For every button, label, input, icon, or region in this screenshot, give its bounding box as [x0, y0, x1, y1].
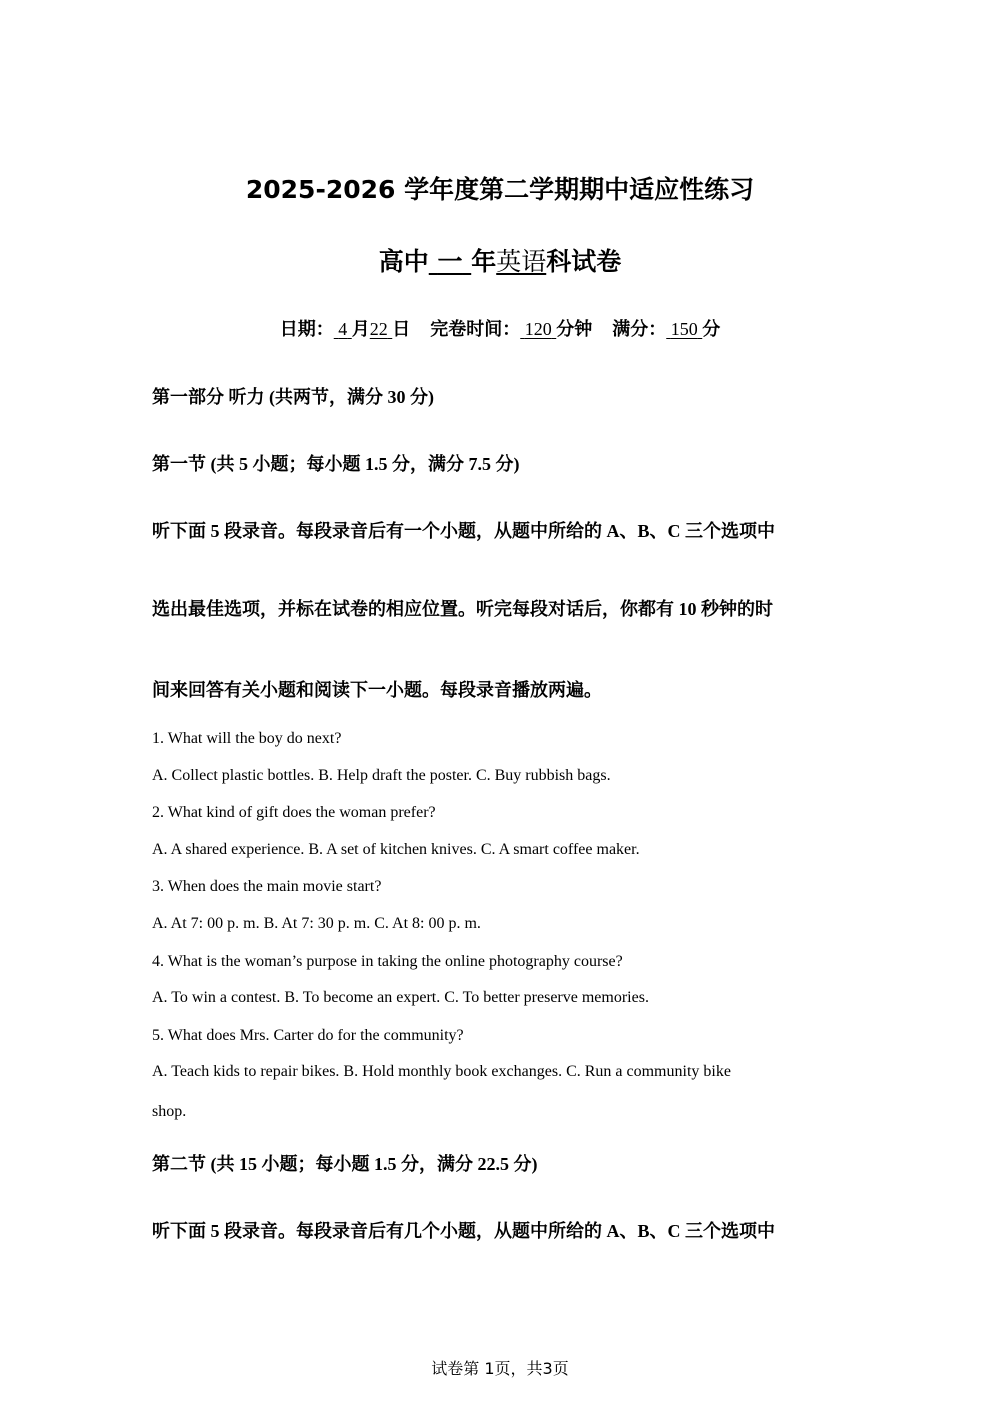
month-field: 4 — [338, 319, 348, 339]
page-footer: 试卷第 1页，共3页 — [431, 1359, 569, 1378]
day-field: 22 — [369, 319, 388, 339]
question-2-options: A. A shared experience. B. A set of kitchen knives. C. A smart coffee maker. — [152, 841, 640, 858]
day-unit: 日 — [392, 319, 411, 340]
subject-field: 英语 — [496, 247, 547, 276]
subtitle-prefix: 高中 — [378, 247, 429, 276]
question-4-options: A. To win a contest. B. To become an expert. C. To better preserve memories. — [152, 989, 649, 1006]
subtitle-year: 年 — [471, 247, 497, 276]
question-5: 5. What does Mrs. Carter do for the community? — [152, 1027, 464, 1044]
date-label: 日期： — [279, 319, 334, 340]
exam-title: 2025-2026 学年度第二学期期中适应性练习 — [245, 175, 755, 204]
part1-title: 第一部分 听力 (共两节，满分 30 分) — [152, 387, 434, 407]
time-unit: 分钟 — [556, 319, 593, 340]
section1-instruction-line: 选出最佳选项，并标在试卷的相应位置。听完每段对话后，你都有 10 秒钟的时 — [152, 599, 773, 619]
exam-subtitle — [0, 242, 1000, 278]
question-5-options-continued: shop. — [152, 1103, 187, 1120]
question-1-options: A. Collect plastic bottles. B. Help draft the poster. C. Buy rubbish bags. — [152, 767, 611, 784]
section2-instruction-line: 听下面 5 段录音。每段录音后有几个小题，从题中所给的 A、B、C 三个选项中 — [152, 1221, 776, 1241]
score-field: 150 — [670, 319, 698, 339]
subtitle-suffix: 科试卷 — [546, 247, 622, 276]
question-5-options: A. Teach kids to repair bikes. B. Hold monthly book exchanges. C. Run a community bike — [152, 1063, 731, 1080]
exam-meta — [0, 315, 1000, 341]
time-label: 完卷时间： — [430, 319, 521, 340]
section1-title: 第一节 (共 5 小题；每小题 1.5 分，满分 7.5 分) — [152, 454, 520, 474]
month-unit: 月 — [351, 319, 370, 340]
section2-title: 第二节 (共 15 小题；每小题 1.5 分，满分 22.5 分) — [152, 1154, 538, 1174]
section1-instruction-line: 听下面 5 段录音。每段录音后有一个小题，从题中所给的 A、B、C 三个选项中 — [152, 521, 776, 541]
grade-field: 一 — [437, 247, 463, 276]
question-3: 3. When does the main movie start? — [152, 878, 382, 895]
score-label: 满分： — [612, 319, 667, 340]
time-field: 120 — [524, 319, 552, 339]
section1-instruction-line: 间来回答有关小题和阅读下一小题。每段录音播放两遍。 — [152, 680, 602, 700]
question-4: 4. What is the woman’s purpose in taking the online photography course? — [152, 953, 623, 970]
question-3-options: A. At 7: 00 p. m. B. At 7: 30 p. m. C. At 8: 00 p. m. — [152, 915, 481, 932]
score-unit: 分 — [702, 319, 721, 340]
question-2: 2. What kind of gift does the woman prefer? — [152, 804, 436, 821]
question-1: 1. What will the boy do next? — [152, 730, 342, 747]
